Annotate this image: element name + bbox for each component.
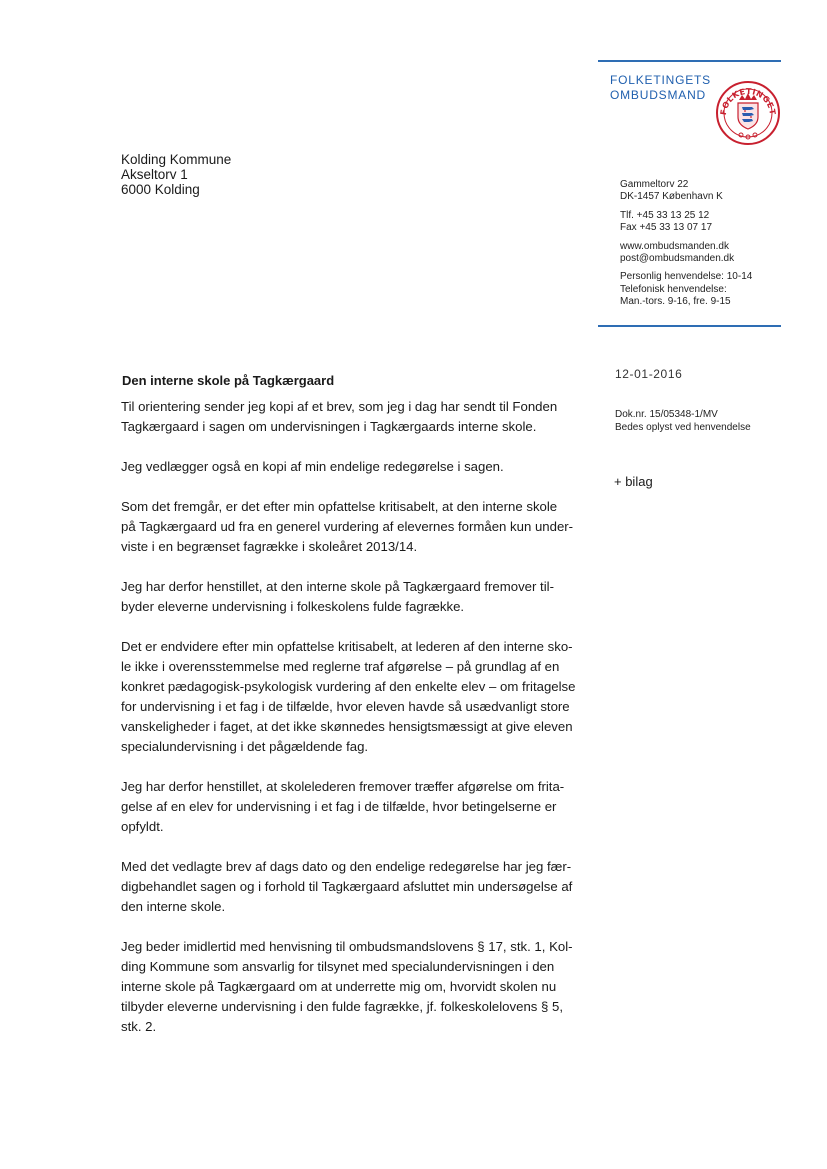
paragraph-line: opfyldt. bbox=[121, 819, 164, 834]
seal-text: FOLKETINGET bbox=[718, 86, 778, 116]
sender-fax-line: Fax +45 33 13 07 17 bbox=[620, 222, 713, 234]
sender-hours bbox=[620, 271, 752, 308]
paragraph-line: ding Kommune som ansvarlig for tilsynet med specialundervisningen i den bbox=[121, 959, 555, 974]
sender-website: www.ombudsmanden.dk bbox=[620, 240, 729, 252]
paragraph-line: viste i en begrænset fagrække i skoleåret 2013/14. bbox=[121, 539, 418, 554]
paragraph-line: for undervisning i et fag i de tilfælde, hvor eleven havde så usædvanligt store bbox=[121, 699, 570, 714]
paragraph-line: stk. 2. bbox=[121, 1019, 157, 1034]
paragraph-line: vanskeligheder i faget, at det ikke skønnedes hensigtsmæssigt at give eleven bbox=[121, 719, 573, 734]
org-name-line-1: FOLKETINGETS bbox=[610, 73, 711, 87]
paragraph bbox=[121, 577, 591, 617]
paragraph-line: Tagkærgaard i sagen om undervisningen i Tagkærgaards interne skole. bbox=[121, 419, 537, 434]
org-name-line-2: OMBUDSMAND bbox=[610, 88, 707, 102]
paragraph-line: interne skole på Tagkærgaard om at underrette mig om, hvorvidt skolen nu bbox=[121, 979, 557, 994]
paragraph-line: specialundervisning i det pågældende fag. bbox=[121, 739, 369, 754]
header-bottom-rule bbox=[598, 325, 781, 327]
paragraph-line: Jeg beder imidlertid med henvisning til ombudsmandslovens § 17, stk. 1, Kol- bbox=[121, 939, 573, 954]
header-top-rule bbox=[598, 60, 781, 62]
letter-subject: Den interne skole på Tagkærgaard bbox=[122, 373, 335, 388]
paragraph bbox=[121, 497, 591, 557]
recipient-address bbox=[121, 152, 231, 197]
sender-address-line: Gammeltorv 22 bbox=[620, 179, 689, 190]
document-reference-note: Bedes oplyst ved henvendelse bbox=[615, 421, 751, 433]
paragraph-line: den interne skole. bbox=[121, 899, 226, 914]
sender-address-line: DK-1457 København K bbox=[620, 191, 723, 203]
paragraph-line: konkret pædagogisk-psykologisk vurdering af den enkelte elev – om fritagelse bbox=[121, 679, 576, 694]
recipient-line: Akseltorv 1 bbox=[121, 167, 188, 182]
paragraph-line: Til orientering sender jeg kopi af et brev, som jeg i dag har sendt til Fonden bbox=[121, 399, 558, 414]
paragraph bbox=[121, 777, 591, 837]
recipient-line: 6000 Kolding bbox=[121, 182, 200, 197]
letter-date: 12-01-2016 bbox=[615, 367, 683, 381]
paragraph-line: Som det fremgår, er det efter min opfattelse kritisabelt, at den interne skole bbox=[121, 499, 558, 514]
document-number: Dok.nr. 15/05348-1/MV bbox=[615, 409, 718, 420]
paragraph-line: byder eleverne undervisning i folkeskolens fulde fagrække. bbox=[121, 599, 465, 614]
sender-phone bbox=[620, 210, 752, 235]
sender-phone-line: Tlf. +45 33 13 25 12 bbox=[620, 209, 710, 221]
paragraph-line: Det er endvidere efter min opfattelse kritisabelt, at lederen af den interne sko- bbox=[121, 639, 573, 654]
paragraph-line: le ikke i overensstemmelse med reglerne traf afgørelse – på grundlag af en bbox=[121, 659, 560, 674]
attachment-note: + bilag bbox=[614, 474, 653, 489]
letter-body bbox=[121, 397, 591, 1057]
paragraph-line: Med det vedlagte brev af dags dato og den endelige redegørelse har jeg fær- bbox=[121, 859, 572, 874]
document-reference bbox=[615, 409, 751, 434]
sender-hours-line: Man.-tors. 9-16, fre. 9-15 bbox=[620, 296, 731, 308]
sender-email: post@ombudsmanden.dk bbox=[620, 253, 735, 265]
sender-hours-line: Personlig henvendelse: 10-14 bbox=[620, 271, 753, 283]
sender-address bbox=[620, 179, 752, 204]
org-name bbox=[610, 73, 711, 103]
paragraph-line: Jeg har derfor henstillet, at skolelederen fremover træffer afgørelse om frita- bbox=[121, 779, 565, 794]
paragraph-line: gelse af en elev for undervisning i et fag i de tilfælde, hvor betingelserne er bbox=[121, 799, 557, 814]
paragraph-line: digbehandlet sagen og i forhold til Tagkærgaard afsluttet min undersøgelse af bbox=[121, 879, 573, 894]
paragraph bbox=[121, 397, 591, 437]
paragraph bbox=[121, 457, 591, 477]
paragraph bbox=[121, 637, 591, 757]
paragraph bbox=[121, 857, 591, 917]
seal-logo-icon bbox=[715, 80, 781, 146]
paragraph-line: Jeg vedlægger også en kopi af min endelige redegørelse i sagen. bbox=[121, 459, 504, 474]
recipient-line: Kolding Kommune bbox=[121, 152, 232, 167]
paragraph-line: Jeg har derfor henstillet, at den interne skole på Tagkærgaard fremover til- bbox=[121, 579, 554, 594]
sender-web bbox=[620, 241, 752, 266]
sender-contact-block bbox=[620, 179, 752, 315]
paragraph bbox=[121, 937, 591, 1037]
paragraph-line: tilbyder eleverne undervisning i den fulde fagrække, jf. folkeskolelovens § 5, bbox=[121, 999, 564, 1014]
paragraph-line: på Tagkærgaard ud fra en generel vurdering af elevernes formåen kun under- bbox=[121, 519, 574, 534]
sender-hours-line: Telefonisk henvendelse: bbox=[620, 283, 727, 295]
